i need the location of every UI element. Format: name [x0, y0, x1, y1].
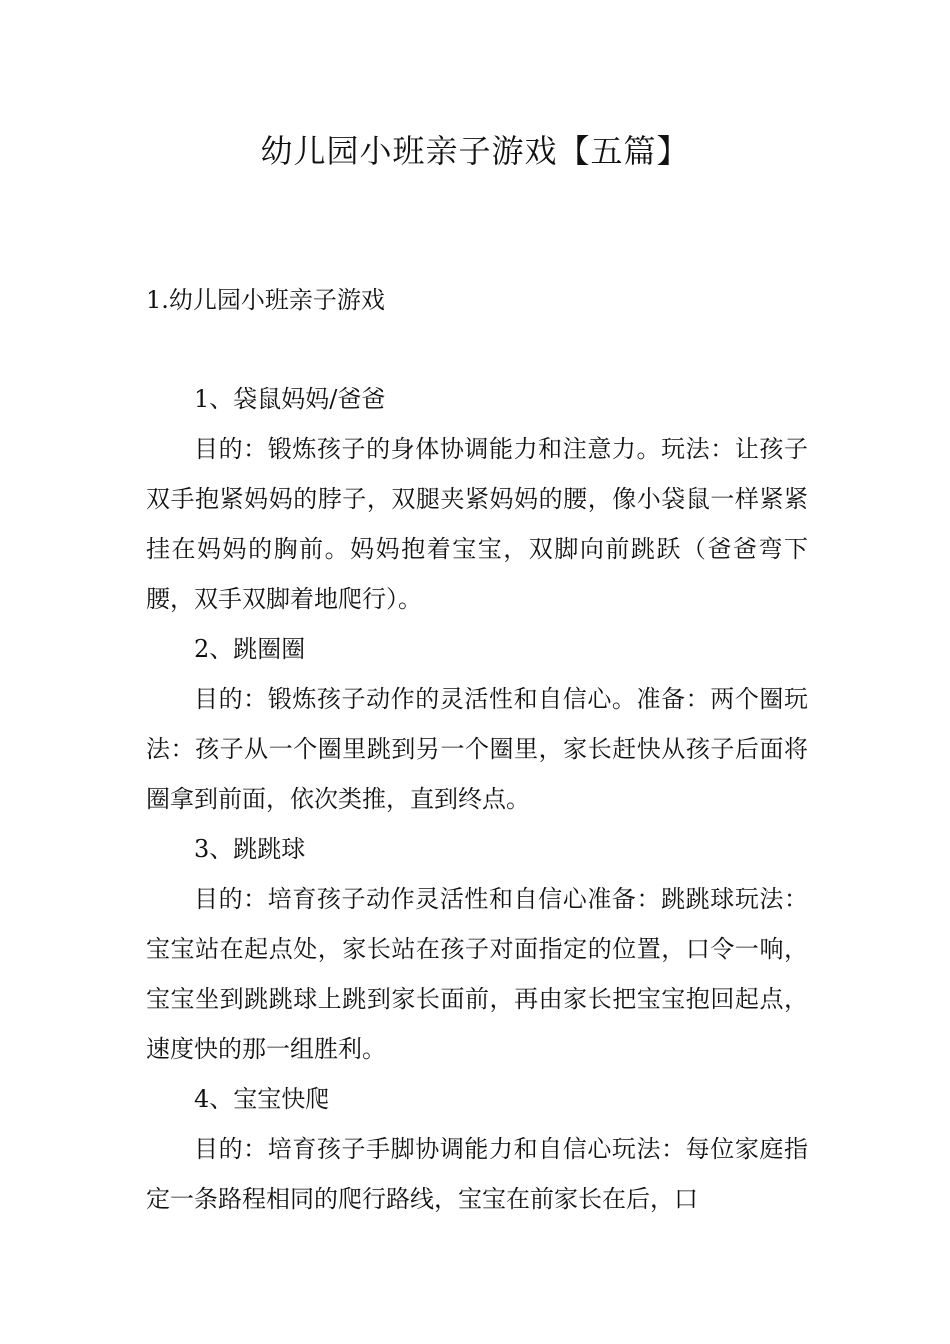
item-paragraph: 目的：培育孩子手脚协调能力和自信心玩法：每位家庭指定一条路程相同的爬行路线，宝宝在前家长在后，口 — [146, 1135, 808, 1213]
item-title: 4、宝宝快爬 — [194, 1085, 330, 1113]
item-title: 3、跳跳球 — [194, 835, 306, 863]
item-title: 1、袋鼠妈妈/爸爸 — [194, 385, 386, 413]
item-paragraph: 目的：培育孩子动作灵活性和自信心准备：跳跳球玩法：宝宝站在起点处，家长站在孩子对面指定的位置，口令一响，宝宝坐到跳跳球上跳到家长面前，再由家长把宝宝抱回起点，速度快的那一组胜利。 — [146, 885, 808, 1063]
item-paragraph: 目的：锻炼孩子动作的灵活性和自信心。准备：两个圈玩法：孩子从一个圈里跳到另一个圈里，家长赶快从孩子后面将圈拿到前面，依次类推，直到终点。 — [146, 685, 808, 813]
document-title: 幼儿园小班亲子游戏【五篇】 — [260, 132, 690, 170]
document-body — [146, 374, 808, 1224]
item-title: 2、跳圈圈 — [194, 635, 306, 663]
section-heading: 1.幼儿园小班亲子游戏 — [146, 286, 385, 314]
item-paragraph: 目的：锻炼孩子的身体协调能力和注意力。玩法：让孩子双手抱紧妈妈的脖子，双腿夹紧妈妈的腰，像小袋鼠一样紧紧挂在妈妈的胸前。妈妈抱着宝宝，双脚向前跳跃（爸爸弯下腰，双手双脚着地爬行）。 — [146, 435, 808, 613]
